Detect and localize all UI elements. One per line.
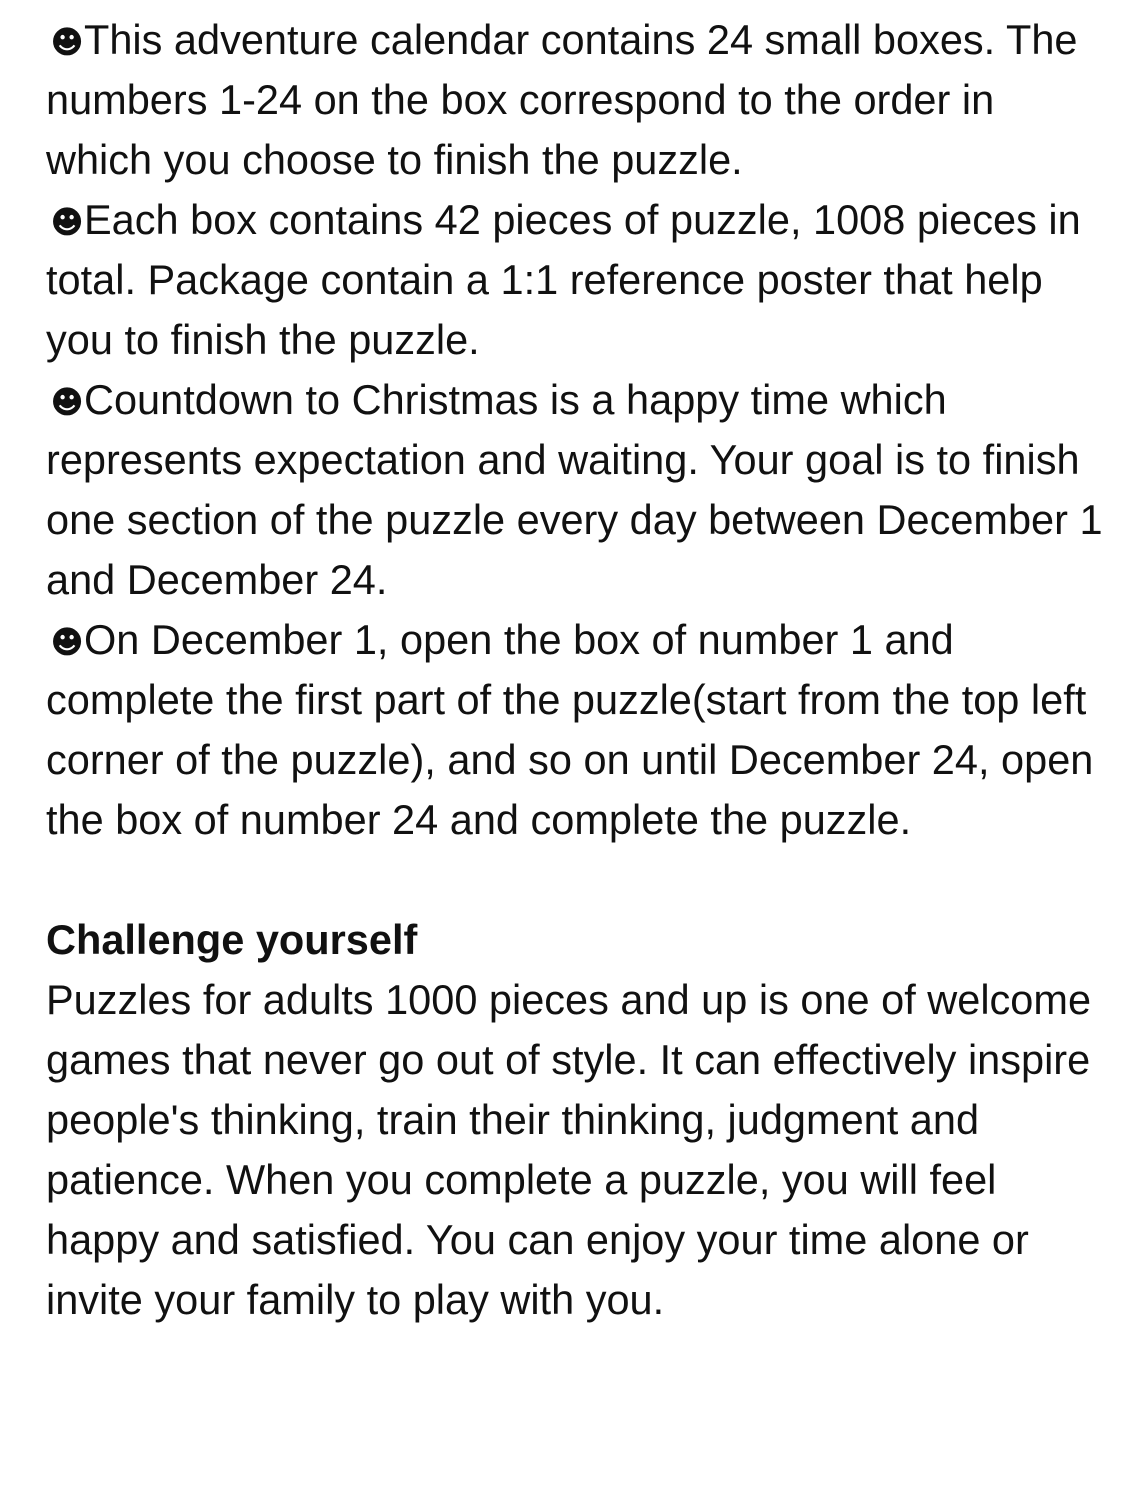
bullet-text: On December 1, open the box of number 1 and complete the first part of the puzzle(start from the top left corner of the puzzle), and so on until December 24, open the box of number 24 and complete the puzzle. <box>46 616 1094 843</box>
smiley-bullet-icon: ☻ <box>50 203 84 241</box>
smiley-bullet-icon: ☻ <box>50 23 84 61</box>
bullet-item-instructions <box>46 610 1106 850</box>
bullet-text: Each box contains 42 pieces of puzzle, 1008 pieces in total. Package contain a 1:1 reference poster that help you to finish the puzzle. <box>46 196 1081 363</box>
bullet-text: This adventure calendar contains 24 small boxes. The numbers 1-24 on the box correspond to the order in which you choose to finish the puzzle. <box>46 16 1078 183</box>
product-description <box>46 10 1106 1330</box>
smiley-bullet-icon: ☻ <box>50 383 84 421</box>
section-body: Puzzles for adults 1000 pieces and up is one of welcome games that never go out of style. It can effectively inspire people's thinking, train their thinking, judgment and patience. When you complete a puzzle, you will feel happy and satisfied. You can enjoy your time alone or invite your family to play with you. <box>46 976 1092 1323</box>
bullet-text: Countdown to Christmas is a happy time which represents expectation and waiting. Your goal is to finish one section of the puzzle every day between December 1 and December 24. <box>46 376 1103 603</box>
bullet-item-pieces <box>46 190 1106 370</box>
bullet-item-boxes <box>46 10 1106 190</box>
bullet-item-countdown <box>46 370 1106 610</box>
smiley-bullet-icon: ☻ <box>50 623 84 661</box>
section-heading: Challenge yourself <box>46 916 418 963</box>
paragraph-spacer <box>46 850 1106 910</box>
